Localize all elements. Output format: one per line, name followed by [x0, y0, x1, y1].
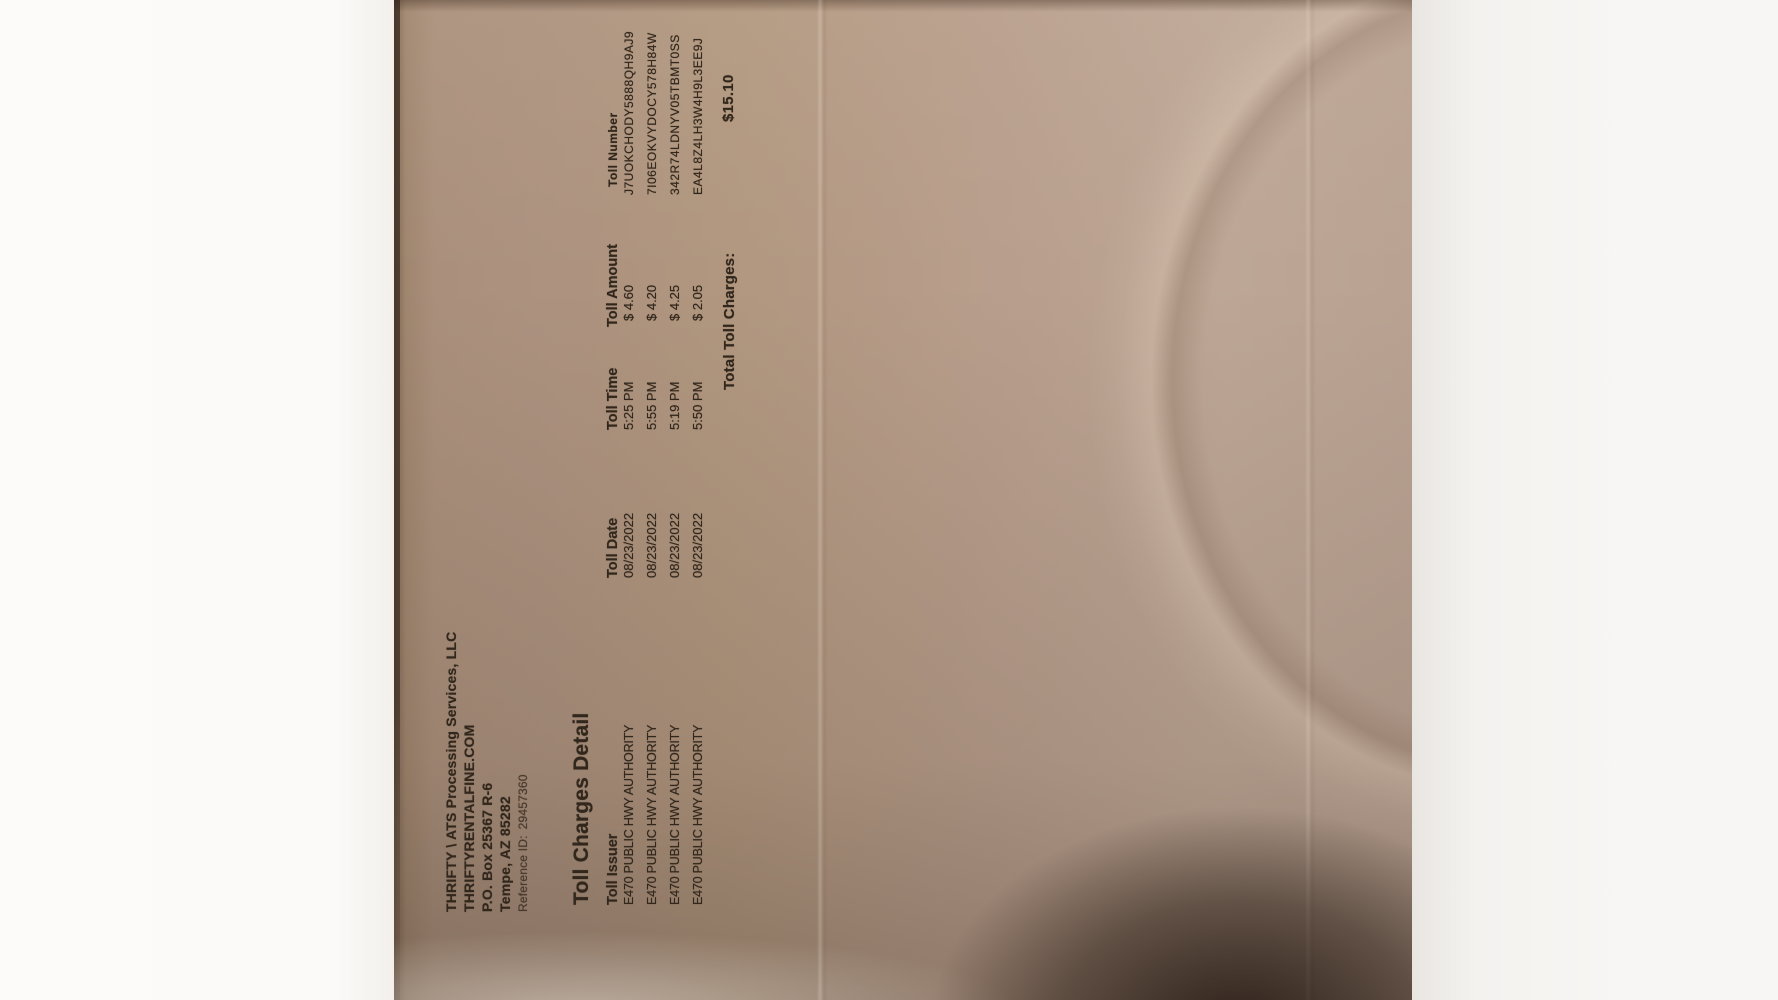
header-toll-issuer: Toll Issuer [605, 833, 621, 905]
toll-time-cell: 5:55 PM [644, 381, 659, 430]
toll-date-cell: 08/23/2022 [621, 512, 636, 578]
toll-time-cell: 5:50 PM [690, 381, 705, 430]
header-toll-date: Toll Date [605, 517, 621, 578]
toll-statement [440, 30, 780, 935]
toll-issuer-cell: E470 PUBLIC HWY AUTHORITY [645, 724, 659, 905]
reference-id-line [514, 45, 532, 912]
table-row [644, 32, 667, 935]
table-row [621, 30, 644, 935]
toll-amount-cell: $ 4.20 [644, 284, 659, 321]
page-title: Toll Charges Detail [570, 712, 593, 905]
toll-amount-cell: $ 2.05 [690, 284, 705, 321]
sender-city-state-zip: Tempe, AZ 85282 [497, 796, 513, 912]
toll-time-cell: 5:19 PM [667, 381, 682, 430]
toll-issuer-cell: E470 PUBLIC HWY AUTHORITY [622, 724, 636, 905]
toll-number-cell: J7UOKCHODY5888QH9AJ9 [622, 30, 636, 195]
header-toll-amount: Toll Amount [605, 244, 621, 327]
background-right [1412, 0, 1778, 1000]
reference-id-value: 29457360 [516, 774, 530, 830]
toll-amount-cell: $ 4.60 [621, 284, 636, 321]
toll-date-cell: 08/23/2022 [667, 512, 682, 578]
paper-edge [394, 0, 400, 1000]
header-toll-number: Toll Number [606, 112, 620, 187]
toll-issuer-cell: E470 PUBLIC HWY AUTHORITY [691, 724, 705, 905]
sender-website: THRIFTYRENTALFINE.COM [461, 724, 477, 912]
total-toll-charges-label: Total Toll Charges: [721, 252, 738, 390]
table-row [667, 34, 690, 935]
reference-id-label: Reference ID: [516, 835, 530, 912]
toll-number-cell: 7I06EOKVYDOCY578H84W [645, 32, 659, 195]
sender-name: THRIFTY \ ATS Processing Services, LLC [443, 631, 459, 912]
header-toll-time: Toll Time [605, 367, 621, 430]
toll-date-cell: 08/23/2022 [690, 512, 705, 578]
sender-address-block [440, 45, 532, 912]
sender-po-box: P.O. Box 25367 R-6 [479, 782, 495, 912]
total-toll-charges-value: $15.10 [720, 74, 737, 122]
table-header-row [605, 45, 621, 935]
table-row [690, 37, 713, 935]
toll-number-cell: 342R74LDNYV05TBMT0SS [668, 34, 682, 195]
document-photo [394, 0, 1412, 1000]
toll-time-cell: 5:25 PM [621, 381, 636, 430]
toll-amount-cell: $ 4.25 [667, 284, 682, 321]
total-row [721, 45, 743, 935]
toll-issuer-cell: E470 PUBLIC HWY AUTHORITY [668, 724, 682, 905]
toll-number-cell: EA4L8Z4LH3W4H9L3EE9J [691, 37, 705, 195]
background-left [0, 0, 394, 1000]
toll-date-cell: 08/23/2022 [644, 512, 659, 578]
